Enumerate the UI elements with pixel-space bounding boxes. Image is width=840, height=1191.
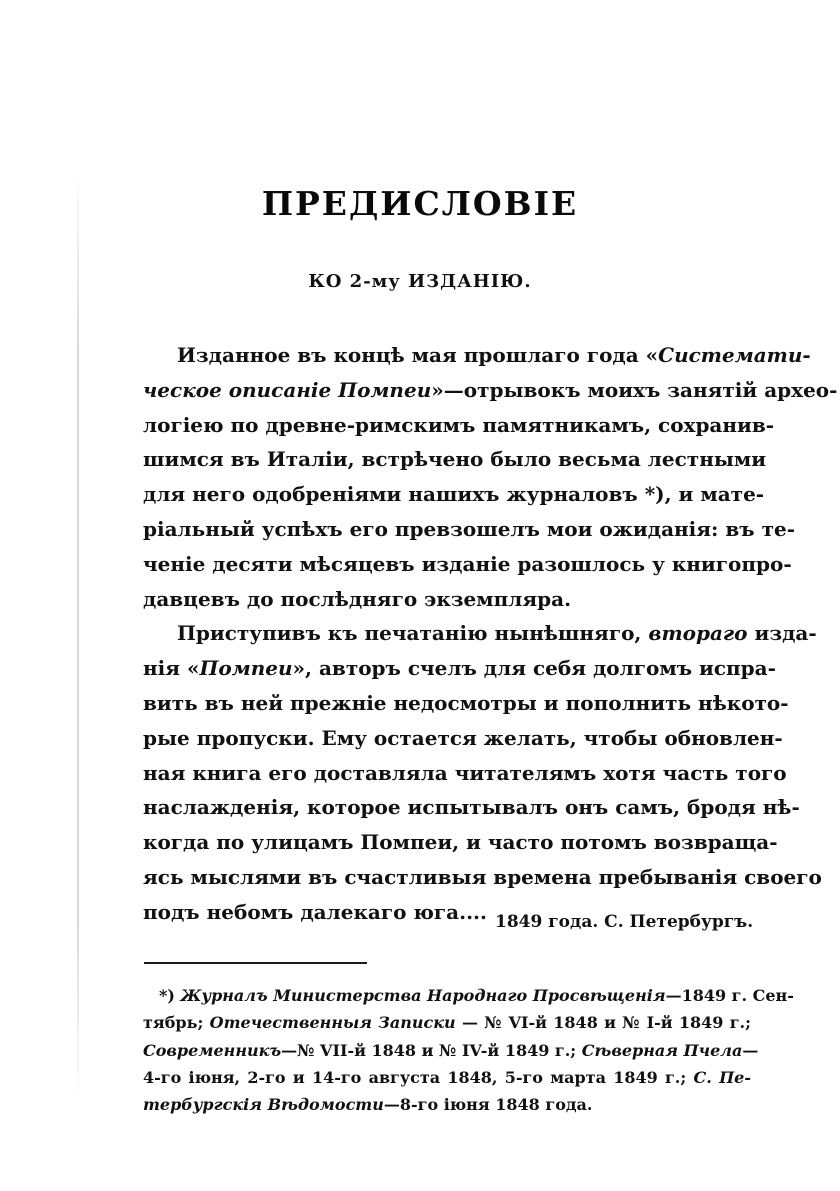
text-line: Приступивъ къ печатанію нынѣшняго, втораго изда-: [177, 621, 817, 646]
page-subtitle: КО 2-му ИЗДАНІЮ.: [308, 271, 532, 292]
footnote-line: тябрь; Отечественныя Записки — № VI-й 1848 и № I-й 1849 г.;: [143, 1013, 751, 1033]
text-line: нія «Помпеи», авторъ счелъ для себя долгомъ испра-: [143, 656, 776, 681]
text-line: давцевъ до послѣдняго экземпляра.: [143, 586, 572, 611]
date-place-signature: 1849 года. С. Петербургъ.: [495, 912, 754, 932]
text-line: ріальный успѣхъ его превзошелъ мои ожиданія: въ те-: [143, 516, 796, 541]
text-line: наслажденія, которое испытывалъ онъ самъ, бродя нѣ-: [143, 795, 800, 820]
text-line: рые пропуски. Ему остается желать, чтобы обновлен-: [143, 725, 783, 750]
footnote: [143, 982, 794, 1118]
footnote-divider: [144, 962, 367, 964]
footnote-line: Современникъ—№ VII-й 1848 и № IV-й 1849 г.; Сѣверная Пчела—: [143, 1040, 759, 1060]
preface-body: [143, 338, 838, 932]
text-line: Изданное въ концѣ мая прошлаго года «Системати-: [177, 343, 811, 367]
text-line: шимся въ Италіи, встрѣчено было весьма лестными: [143, 447, 767, 472]
page-title: ПРЕДИСЛОВІЕ: [261, 184, 579, 223]
text-line: когда по улицамъ Помпеи, и часто потомъ возвраща-: [143, 830, 778, 855]
text-line: ческое описаніе Помпеи»—отрывокъ моихъ занятій архео-: [143, 377, 838, 402]
page-binding-edge: [77, 165, 79, 1105]
text-line: логіею по древне-римскимъ памятникамъ, сохранив-: [143, 412, 775, 437]
text-line: ная книга его доставляла читателямъ хотя часть того: [143, 760, 787, 785]
text-line: ченіе десяти мѣсяцевъ изданіе разошлось у книгопро-: [143, 551, 792, 576]
footnote-line: 4-го іюня, 2-го и 14-го августа 1848, 5-го марта 1849 г.; С. Пе-: [143, 1067, 752, 1087]
text-line: вить въ ней прежніе недосмотры и пополнить нѣкото-: [143, 690, 789, 715]
text-line: для него одобреніями нашихъ журналовъ *), и мате-: [143, 482, 765, 507]
text-line: ясь мыслями въ счастливыя времена пребыванія своего: [143, 864, 822, 889]
text-line: подъ небомъ далекаго юга....: [143, 899, 487, 924]
footnote-line: тербургскія Вѣдомости—8-го іюня 1848 года.: [143, 1095, 593, 1115]
footnote-line: *) Журналъ Министерства Народнаго Просвѣщенія—1849 г. Сен-: [159, 986, 794, 1005]
